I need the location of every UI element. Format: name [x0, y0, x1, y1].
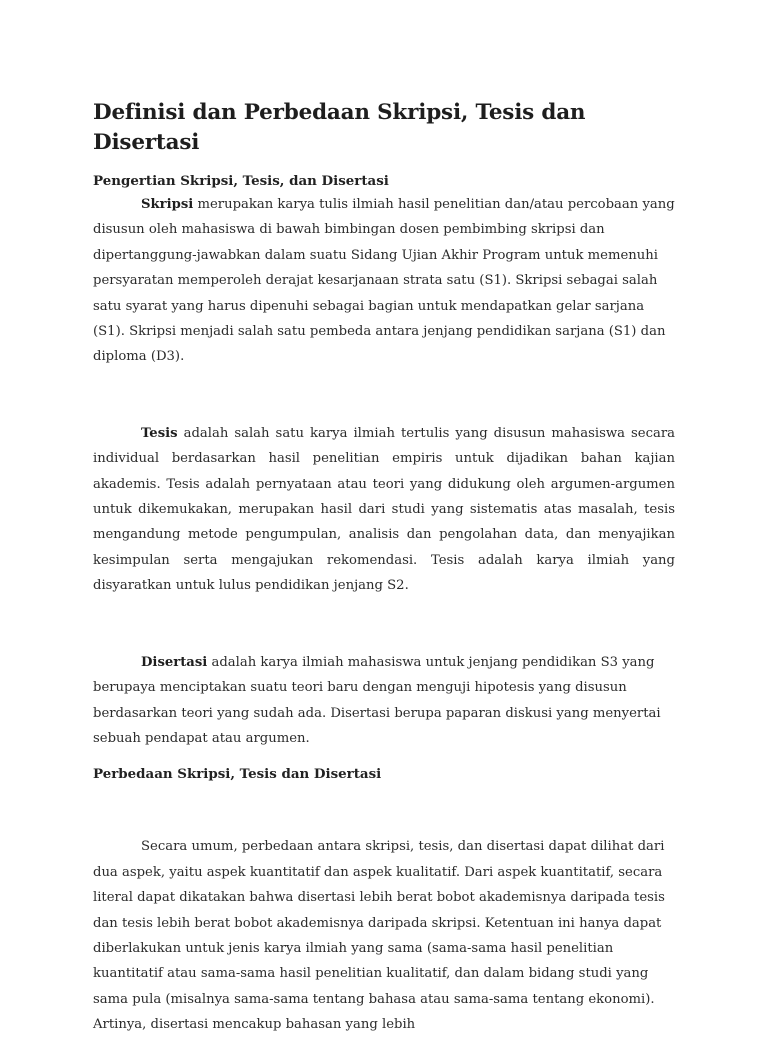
term-tesis: Tesis	[141, 425, 178, 441]
section-heading-perbedaan: Perbedaan Skripsi, Tesis dan Disertasi	[93, 766, 382, 783]
paragraph-skripsi-text: merupakan karya tulis ilmiah hasil penelitian dan/atau percobaan yang disusun oleh mahasiswa di bawah bimbingan dosen pembimbing skripsi dan dipertanggung-jawabkan dalam suatu Sidang Ujian Akhir Program untuk memenuhi persyaratan memperoleh derajat kesarjanaan strata satu (S1). Skripsi sebagai salah satu syarat yang harus dipenuhi sebagai bagian untuk mendapatkan gelar sarjana (S1). Skripsi menjadi salah satu pembeda antara jenjang pendidikan sarjana (S1) dan diploma (D3).	[93, 197, 675, 365]
paragraph-perbedaan: Secara umum, perbedaan antara skripsi, tesis, dan disertasi dapat dilihat dari dua aspek, yaitu aspek kuantitatif dan aspek kualitatif. Dari aspek kuantitatif, secara literal dapat dikatakan bahwa disertasi lebih berat bobot akademisnya daripada tesis dan tesis lebih berat bobot akademisnya daripada skripsi. Ketentuan ini hanya dapat diberlakukan untuk jenis karya ilmiah yang sama (sama-sama hasil penelitian kuantitatif atau sama-sama hasil penelitian kualitatif, dan dalam bidang studi yang sama pula (misalnya sama-sama tentang bahasa atau sama-sama tentang ekonomi). Artinya, disertasi mencakup bahasan yang lebih	[93, 839, 665, 1033]
paragraph-tesis-text: adalah salah satu karya ilmiah tertulis yang disusun mahasiswa secara individual berdasarkan hasil penelitian empiris untuk dijadikan bahan kajian akademis. Tesis adalah pernyataan atau teori yang didukung oleh argumen-argumen untuk dikemukakan, merupakan hasil dari studi yang sistematis atas masalah, tesis mengandung metode pengumpulan, analisis dan pengolahan data, dan menyajikan kesimpulan serta mengajukan rekomendasi. Tesis adalah karya ilmiah yang disyaratkan untuk lulus pendidikan jenjang S2.	[93, 425, 675, 594]
paragraph-skripsi	[93, 192, 675, 370]
term-disertasi: Disertasi	[141, 654, 208, 670]
document-page	[93, 98, 675, 1038]
paragraph-tesis	[93, 421, 675, 599]
term-skripsi: Skripsi	[141, 197, 194, 212]
section-heading-pengertian: Pengertian Skripsi, Tesis, dan Disertasi	[93, 173, 389, 189]
document-title: Definisi dan Perbedaan Skripsi, Tesis dan Disertasi	[93, 100, 586, 155]
paragraph-disertasi-text: adalah karya ilmiah mahasiswa untuk jenjang pendidikan S3 yang berupaya menciptakan suatu teori baru dengan menguji hipotesis yang disusun berdasarkan teori yang sudah ada. Disertasi berupa paparan diskusi yang menyertai sebuah pendapat atau argumen.	[93, 654, 661, 746]
paragraph-disertasi	[93, 650, 675, 752]
